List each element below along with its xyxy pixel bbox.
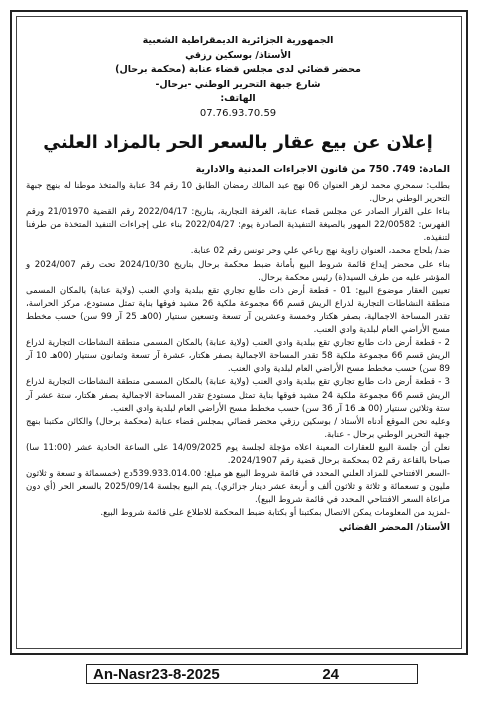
paragraph-bailiff: وعليه نحن الموقع أدناه الأستاذ / بوسكين رزقي محضر قضائي بمجلس قضاء عنابة (محكمة برحال) والكائن مكتبنا بنهج جبهة التحرير الوطني برحال - عنابة. [26,416,450,440]
paragraph-session: نعلن أن جلسة البيع للعقارات المعينة اعلاه مؤجلة لجلسة يوم 14/09/2025 على الساعة الحادية عشر (11:00 سا) صباحا بالقاعة رقم 02 بمحكمة برحال قضية رقم 2024/1907. [26,442,450,466]
phone-number: 07.76.93.70.59 [199,107,277,119]
paper-name: An-Nasr [93,665,152,683]
notice-content [26,34,450,535]
bailiff-office: محضر قضائي لدى مجلس قضاء عنابة (محكمة برحال) [115,64,361,75]
signature: الأستاذ/ المحضر القضائي [339,523,450,534]
paragraph-property-3: 3 - قطعة أرض ذات طابع تجاري تقع ببلدية وادي العنب (ولاية عنابة) بالمكان المسمى منطقة النشاطات التجارية لذراع الريش قسم 66 مجموعة ملكية 24 مشيد فوقها بناية تمثل مستودع تقدر المساحة الاجمالية بصفر هكتار، ستة عشر آر ستة وثلاثين سنتيار (00 هـ 16 آر 36 سن) حسب مخطط مسح الأراضي العام لبلدية وادي العنب. [26,377,450,414]
law-reference: المادة: 749. 750 من قانون الاجراءات المدنية والادارية [195,164,450,175]
paragraph-price: -السعر الافتتاحي للمزاد العلني المحدد في قائمة شروط البيع هو مبلغ: 539.933.014.00دج (خمسمائة و تسعة و ثلاثون مليون و تسعمائة و ثلاثة و ثلاثون ألف و أربعة عشر دينار جزائري). يتم البيع بجلسة 2025/09/14 بالسعر الحر (أي دون مراعاة السعر الافتتاحي المحدد في قائمة شروط البيع). [26,469,450,506]
paragraph-decision: بناءا على القرار الصادر عن مجلس قضاء عنابة، الغرفة التجارية، بتاريخ: 2022/04/17 رقم القضية 21/01970 ورقم الفهرس: 22/00582 المهور بالصيغة التنفيذية الصادرة يوم: 2022/04/27 بناء على إجراءات التنفيذ المتخذة من طرفنا لتنفيذه. [26,207,450,244]
paragraph-defendant: ضد/ بلحاج محمد، العنوان زاوية نهج رباعي علي وحر تونس رقم 02 عنابة. [190,246,450,257]
phone-label: الهاتف: [220,93,256,104]
republic-name: الجمهورية الجزائرية الديمقراطية الشعبية [142,35,334,46]
footer-bar [86,664,418,684]
paragraph-deposit: بناء على محضر إيداع قائمة شروط البيع بأمانة ضبط محكمة برحال بتاريخ 2024/10/30 تحت رقم 2024/007 و المؤشر عليه من طرف السيد(ة) رئيس محكمة برحال. [26,259,450,283]
paragraph-property-2: 2 - قطعة أرض ذات طابع تجاري تقع ببلدية وادي العنب (ولاية عنابة) بالمكان المسمى منطقة النشاطات التجارية لذراع الريش قسم 66 مجموعة ملكية 58 تقدر المساحة الاجمالية بصفر هكتار، عشرة آر تسعة وثمانون سنتيار (00هـ 10 آر 89 سن) حسب مخطط مسح الأراضي العام لبلدية وادي العنب. [26,338,450,375]
paragraph-contact: -لمزيد من المعلومات يمكن الاتصال بمكتبنا أو بكتابة ضبط المحكمة للاطلاع على قائمة شروط البيع. [100,508,450,519]
page-number: 24 [322,665,339,683]
paragraph-property-1: تعيين العقار موضوع البيع: 01 - قطعة أرض ذات طابع تجاري تقع ببلدية وادي العنب (ولاية عنابة) بالمكان المسمى منطقة النشاطات التجارية لذراع الريش قسم 66 مجموعة ملكية 26 مشيد فوقها بناية تمثل مستودع، مركز الحراسة، تقدر المساحة الاجمالية، بصفر هكتار وخمسة وعشرين آر تسعة وتسعين سنتيار (00هـ 25 آر 99 سن) حسب مخطط مسح الأراضي العام لبلدية وادي العنب. [26,285,451,336]
bailiff-name: الأستاذ/ بوسكين رزقي [185,49,291,61]
publication-date: 23-8-2025 [151,665,220,683]
letterhead [26,34,450,121]
notice-title: إعلان عن بيع عقار بالسعر الحر بالمزاد العلني [43,133,433,153]
paragraph-requester: بطلب: سمحري محمد لزهر العنوان 06 نهج عبد المالك رمضان الطابق 10 رقم 34 عنابة والمتخذ موطنا له بنهج جبهة التحرير الوطني برحال. [26,181,450,205]
footer-paper-date [93,666,220,683]
office-address: شارع جبهة التحرير الوطني -برحال- [155,78,321,90]
